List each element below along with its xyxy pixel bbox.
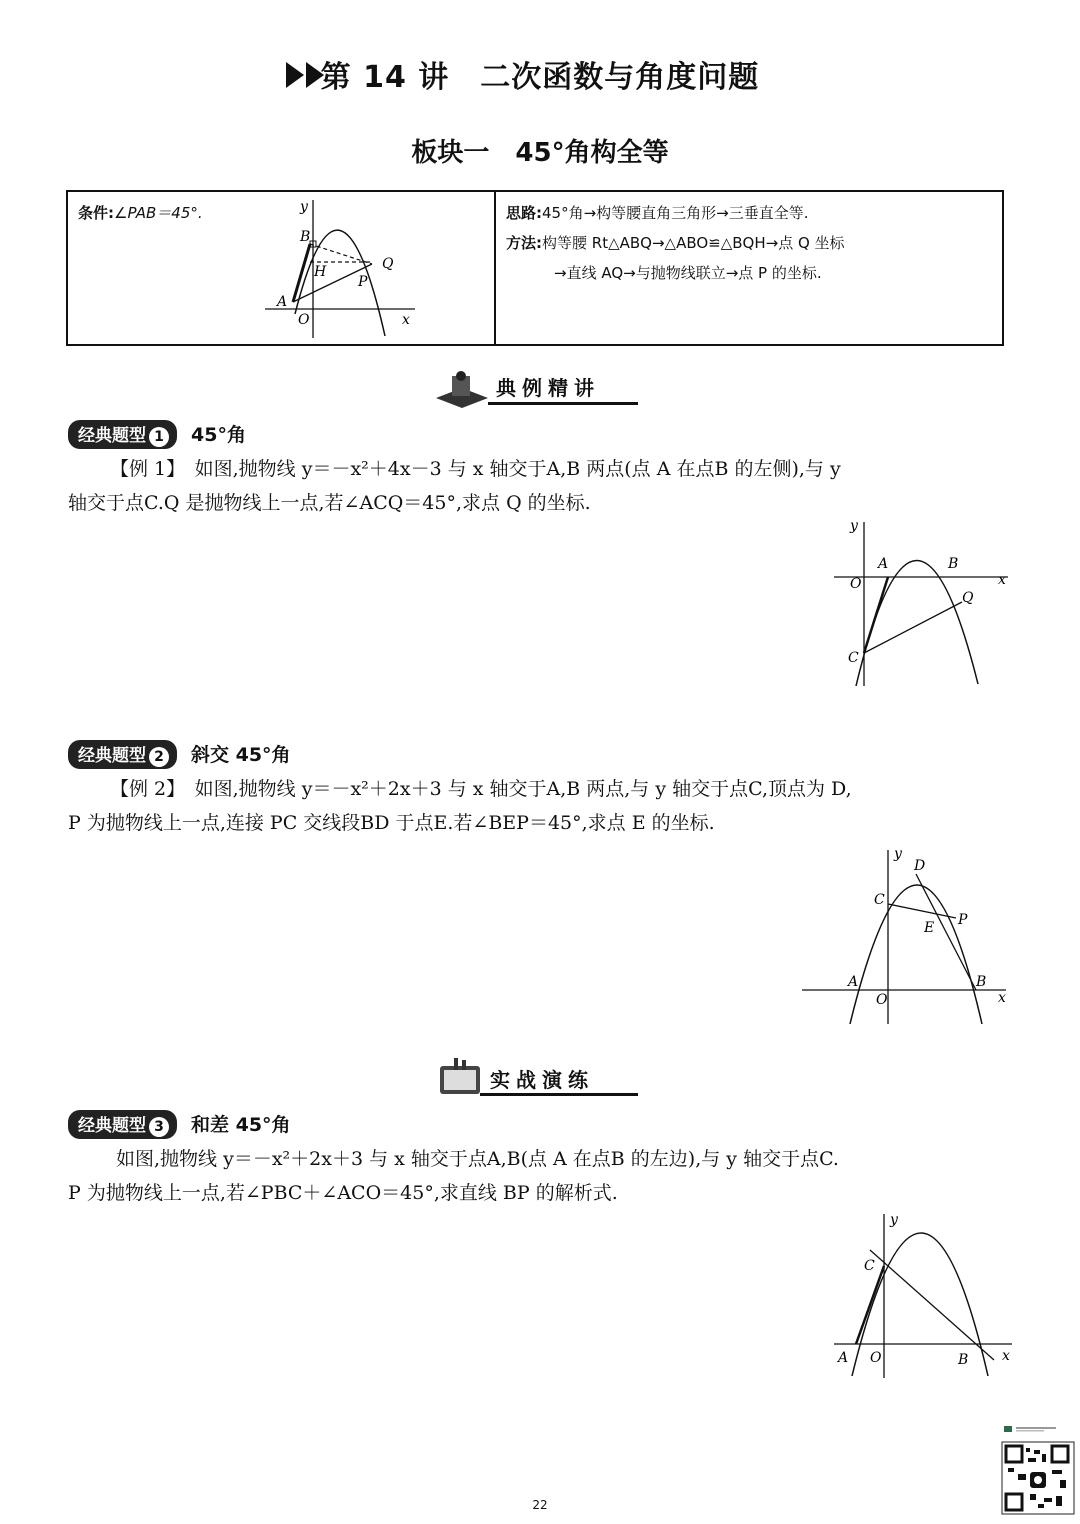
section-teach-underline (488, 402, 638, 405)
fig1-label: Q (962, 590, 974, 606)
page-title: 第 14 讲 二次函数与角度问题 (320, 60, 760, 95)
type1-tag (68, 420, 177, 449)
fig1-label: B (948, 556, 959, 572)
fig0-label: B (300, 229, 311, 245)
fig3-label: C (864, 1258, 875, 1274)
type3-tag-text: 经典题型 (78, 1116, 146, 1136)
fig1-label: A (878, 556, 889, 572)
section-subtitle: 板块一 45°角构全等 (411, 138, 669, 168)
condition-label: 条件: (78, 204, 114, 222)
fig1-label: y (850, 518, 858, 534)
figure-example2 (798, 846, 1014, 1026)
example2-line1: 【例 2】 如图,抛物线 y＝－x²＋2x＋3 与 x 轴交于A,B 两点,与 y 轴交于点C,顶点为 D, (110, 778, 852, 800)
type2-tag (68, 740, 177, 769)
type2-tag-text: 经典题型 (78, 746, 146, 766)
fig1-label: C (848, 650, 859, 666)
fig2-label: E (924, 920, 935, 936)
fig2-label: P (958, 912, 968, 928)
fig3-label: x (1002, 1348, 1010, 1364)
exercise-line1: 如图,抛物线 y＝－x²＋2x＋3 与 x 轴交于点A,B(点 A 在点B 的左边),与 y 轴交于点C. (116, 1148, 839, 1170)
fig0-label: O (298, 312, 310, 328)
type3-num: 3 (149, 1117, 169, 1137)
figure-exercise (830, 1210, 1020, 1382)
example1-line2: 轴交于点C.Q 是抛物线上一点,若∠ACQ＝45°,求点 Q 的坐标. (68, 492, 591, 514)
type1-header (68, 420, 246, 449)
fig3-label: A (838, 1350, 849, 1366)
teach-icon (432, 368, 492, 414)
fig2-label: y (894, 846, 902, 862)
figure-congruence (260, 196, 420, 342)
fig3-label: y (890, 1212, 898, 1228)
type2-header (68, 740, 291, 769)
fig0-label: Q (382, 256, 394, 272)
type3-title: 和差 45°角 (191, 1114, 291, 1136)
type1-title: 45°角 (191, 424, 246, 446)
fig0-label: x (402, 312, 410, 328)
fig0-label: H (314, 264, 327, 280)
idea-text (506, 198, 809, 228)
exercise-line2: P 为抛物线上一点,若∠PBC＋∠ACO＝45°,求直线 BP 的解析式. (68, 1182, 618, 1204)
practice-icon (436, 1056, 484, 1102)
type1-tag-text: 经典题型 (78, 426, 146, 446)
condition-text (78, 198, 203, 228)
section-practice-label: 实战演练 (490, 1068, 594, 1092)
method-text (506, 228, 845, 258)
figure-example1 (826, 516, 1016, 691)
idea-label: 思路: (506, 204, 542, 222)
fig2-label: x (998, 990, 1006, 1006)
fig1-label: x (998, 572, 1006, 588)
fig1-label: O (850, 576, 862, 592)
fig2-label: C (874, 892, 885, 908)
idea-value: 45°角→构等腰直角三角形→三垂直全等. (542, 204, 809, 222)
fig0-label: A (277, 294, 288, 310)
fig2-label: O (876, 992, 888, 1008)
condition-value: ∠PAB＝45°. (114, 204, 203, 222)
type3-tag (68, 1110, 177, 1139)
type1-num: 1 (149, 427, 169, 447)
fig2-label: A (848, 974, 859, 990)
type2-title: 斜交 45°角 (191, 744, 291, 766)
type3-header (68, 1110, 291, 1139)
method-text-2: →直线 AQ→与抛物线联立→点 P 的坐标. (554, 264, 822, 282)
method-box-divider (494, 190, 496, 346)
fig3-label: O (870, 1350, 882, 1366)
fig2-label: B (976, 974, 987, 990)
example1-line1: 【例 1】 如图,抛物线 y＝－x²＋4x－3 与 x 轴交于A,B 两点(点 A 在点B 的左侧),与 y (110, 458, 841, 480)
section-teach-label: 典例精讲 (496, 376, 600, 400)
fig3-label: B (958, 1352, 969, 1368)
type2-num: 2 (149, 747, 169, 767)
fig0-label: P (358, 274, 368, 290)
fig0-label: y (300, 199, 308, 215)
example2-line2: P 为抛物线上一点,连接 PC 交线段BD 于点E.若∠BEP＝45°,求点 E 的坐标. (68, 812, 715, 834)
page-number: 22 (532, 1498, 548, 1512)
fig2-label: D (914, 858, 926, 874)
section-practice-underline (480, 1093, 638, 1096)
method-label: 方法: (506, 234, 542, 252)
method-value-1: 构等腰 Rt△ABQ→△ABO≌△BQH→点 Q 坐标 (542, 234, 845, 252)
